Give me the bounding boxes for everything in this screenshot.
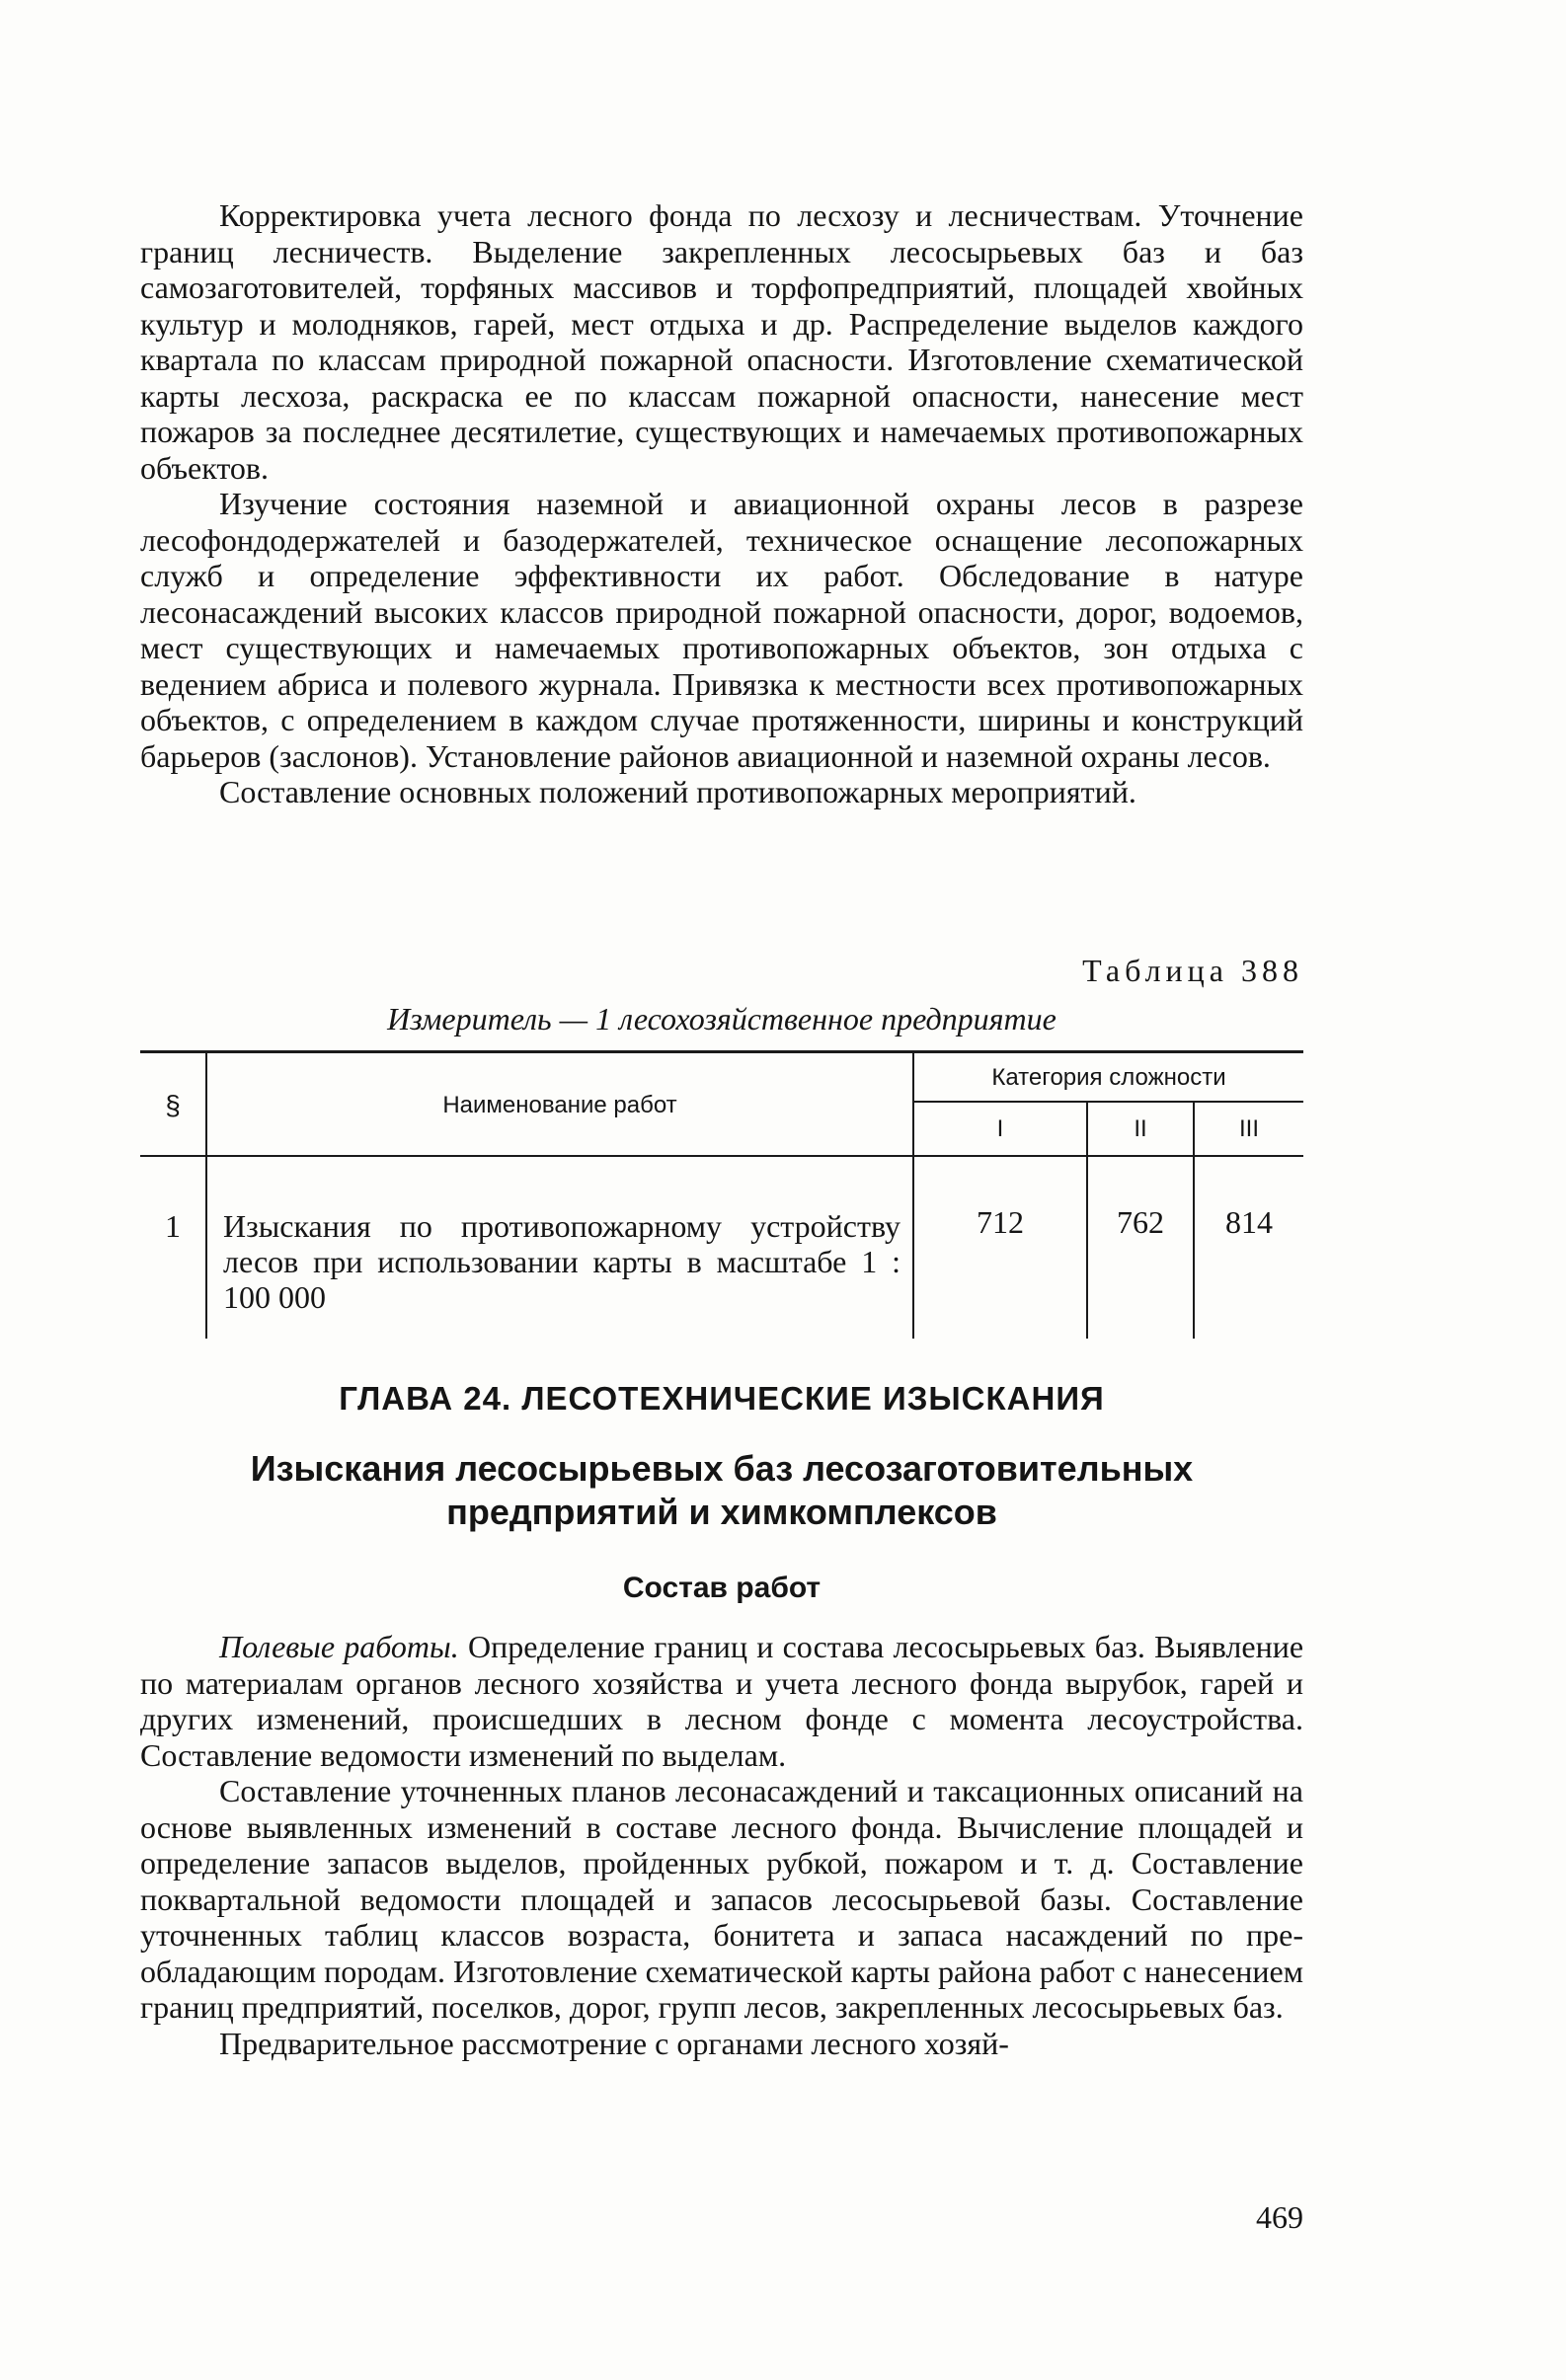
header-work-name: Наименование работ [442, 1092, 677, 1118]
chapter-title: ГЛАВА 24. ЛЕСОТЕХНИЧЕСКИЕ ИЗЫСКАНИЯ [339, 1380, 1105, 1417]
header-complexity-category: Категория сложности [991, 1064, 1226, 1091]
table-top-rule [140, 1050, 1303, 1053]
header-section: § [165, 1090, 181, 1120]
paragraph-forest-fund: Корректировка учета лесного фонда по лесхозу и лесничествам. Уточнение границ лесничеств. Выделение закрепленных лесосырьевых баз и баз самозаготовителей, торфяных массивов и торфопредприятий, площадей хвойных культур и молодняков, гарей, мест отдыха и др. Распределение выделов каждого квартала по классам природной пожарной опасности. Изготовление схематической карты лесхоза, раскраска ее по классам пожарной опасности, нанесение мест пожаров за последнее десятилетие, существующих и намечаемых противопожарных объектов. [140, 197, 1303, 486]
field-work-text: Определение границ и состава лесосырьевых баз. Выявление по материалам органов лесного хозяйства и учета лесного фонда вырубок, гарей и других изменений, происшедших в лесном фонде с момента лесоустройства. Составление ведомости изменений по выделам. [140, 1629, 1304, 1773]
top-text-block [140, 197, 1303, 810]
header-category-3: III [1238, 1115, 1259, 1142]
paragraph-fire-protection-study: Изучение состояния наземной и авиационной охраны лесов в разрезе лесофондодержателей и базодержателей, техническое оснащение лесопожарных служб и определение эффективности их работ. Обследование в натуре лесонасаждений высоких классов природной пожарной опасности, дорог, водоемов, мест существующих и намечаемых противопожарных объектов, зон отдыха с ведением абриса и полевого журнала. Привязка к местности всех противопожарных объектов, с определением в каждом случае протяженности, ширины и конструкций барьеров (заслонов). Установление районов авиационной и наземной охраны лесов. [140, 486, 1303, 774]
row-1-section: 1 [165, 1208, 181, 1244]
header-category-2: II [1134, 1115, 1147, 1142]
header-category-1: I [996, 1115, 1004, 1142]
field-work-lead: Полевые работы. [219, 1629, 459, 1664]
section-title: Изыскания лесосырьевых баз лесозаготовительных предприятий и химкомплексов [250, 1448, 1194, 1532]
row-1-work-name: Изыскания по противопожарному устройству лесов при использовании карты в масштабе 1 : 100 000 [223, 1208, 900, 1315]
paragraph-preliminary: Предварительное рассмотрение с органами лесного хозяй- [219, 2025, 1009, 2061]
table-number: Таблица 388 [1082, 953, 1303, 988]
paragraph-field-work [140, 1629, 1303, 1773]
paragraph-plans: Составление уточненных планов лесонасаждений и таксационных описаний на основе выявленных изменений в составе лесного фонда. Вычисление площадей и определение запасов выделов, пройденных рубкой, пожаром и т. д. Составление поквартальной ведомости площадей и запасов лесосырьевой базы. Составление уточненных таблиц классов возраста, бонитета и запаса насаждений по преобладающим породам. Изготовление схематической карты района работ с нанесением границ предприятий, поселков, дорог, групп лесов, закрепленных лесосырьевых баз. [140, 1773, 1303, 2025]
paragraph-fire-measures: Составление основных положений противопожарных мероприятий. [219, 774, 1136, 809]
work-category-table [140, 1050, 1303, 1339]
bottom-text-block [140, 1629, 1303, 2061]
subsection-title: Состав работ [622, 1572, 822, 1604]
table-caption: Измеритель — 1 лесохозяйственное предприятие [387, 1001, 1057, 1036]
row-1-category-1: 712 [977, 1204, 1024, 1240]
page-number: 469 [1256, 2199, 1303, 2235]
row-1-category-2: 762 [1117, 1204, 1164, 1240]
category-divider-rule [912, 1101, 1303, 1103]
row-1-category-3: 814 [1225, 1204, 1273, 1240]
header-bottom-rule [140, 1155, 1303, 1157]
